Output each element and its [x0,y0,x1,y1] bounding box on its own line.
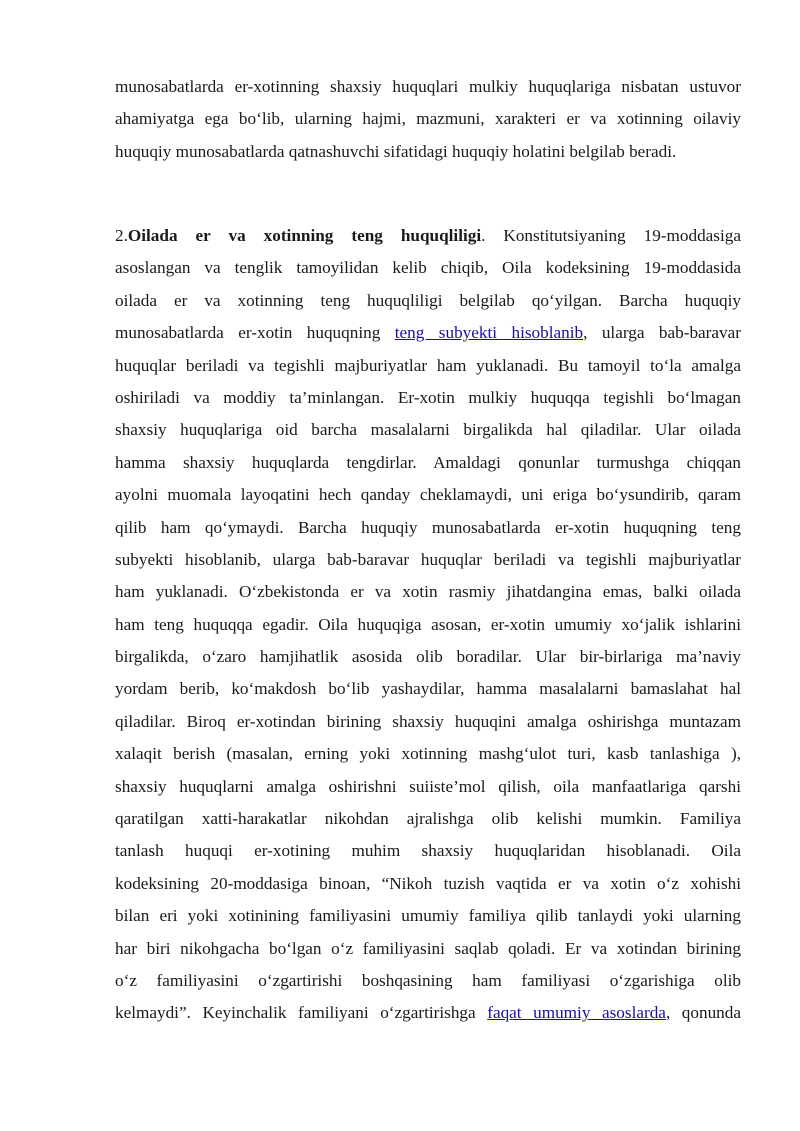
heading-tail-text: . Konstitutsiyaning 19-moddasiga [481,226,741,245]
paragraph-line: subyekti hisoblanib, ularga bab-baravar huquqlar beriladi va tegishli majburiyatlar [115,549,741,569]
line-text: munosabatlarda er-xotin huquqning [115,323,395,343]
line-text: kelmaydi”. Keyinchalik familiyani o‘zgartirishga [115,1003,488,1023]
paragraph-line: qilib ham qo‘ymaydi. Barcha huquqiy munosabatlarda er-xotin huquqning teng [115,517,741,537]
paragraph-line-with-link [115,317,741,349]
paragraph-2 [115,220,741,1030]
paragraph-line: oilada er va xotinning teng huquqliligi belgilab qo‘yilgan. Barcha huquqiy [115,290,741,310]
paragraph-line: bilan eri yoki xotinining familiyasini umumiy familiya qilib tanlaydi yoki ularning [115,906,741,926]
paragraph-1 [115,71,741,168]
paragraph-line: ham teng huquqqa egadir. Oila huquqiga asosan, er-xotin umumiy xo‘jalik ishlarini [115,614,741,634]
paragraph-line: birgalikda, o‘zaro hamjihatlik asosida olib boradilar. Ular bir-birlariga ma’naviy [115,647,741,667]
paragraph-line: qaratilgan xatti-harakatlar nikohdan ajralishga olib kelishi mumkin. Familiya [115,809,741,829]
paragraph-line: shaxsiy huquqlarni amalga oshirishni suiiste’mol qilish, oila manfaatlariga qarshi [115,776,741,796]
paragraph-line: shaxsiy huquqlariga oid barcha masalalarni birgalikda hal qiladilar. Ular oilada [115,420,741,440]
paragraph-line: kodeksining 20-moddasiga binoan, “Nikoh tuzish vaqtida er va xotin o‘z xohishi [115,873,741,893]
paragraph-line: oshiriladi va moddiy ta’minlangan. Er-xotin mulkiy huquqqa tegishli bo‘lmagan [115,387,741,407]
line-text: , ularga bab-baravar [583,323,741,343]
paragraph-line: ham yuklanadi. O‘zbekistonda er va xotin rasmiy jihatdangina emas, balki oilada [115,582,741,602]
section-number: 2. [115,226,128,245]
paragraph-line: o‘z familiyasini o‘zgartirishi boshqasining ham familiyasi o‘zgarishiga olib [115,970,741,990]
faqat-umumiy-asoslarda-link[interactable]: faqat umumiy asoslarda [487,1003,666,1023]
paragraph-line: qiladilar. Biroq er-xotindan birining shaxsiy huquqini amalga oshirishga muntazam [115,711,741,731]
section-heading: Oilada er va xotinning teng huquqliligi [127,226,482,245]
paragraph-line: tanlash huquqi er-xotining muhim shaxsiy huquqlaridan hisoblanadi. Oila [115,841,741,861]
paragraph-heading-line [115,220,741,252]
paragraph-line: huquqiy munosabatlarda qatnashuvchi sifatidagi huquqiy holatini belgilab beradi. [115,141,677,161]
line-text: , qonunda [665,1003,741,1023]
paragraph-line: har biri nikohgacha bo‘lgan o‘z familiyasini saqlab qoladi. Er va xotindan birining [115,938,741,958]
paragraph-line-with-link [115,997,741,1029]
paragraph-line: ahamiyatga ega bo‘lib, ularning hajmi, mazmuni, xarakteri er va xotinning oilaviy [115,109,741,129]
paragraph-line: huquqlar beriladi va tegishli majburiyatlar ham yuklanadi. Bu tamoyil to‘la amalga [115,355,741,375]
paragraph-line: munosabatlarda er-xotinning shaxsiy huquqlari mulkiy huquqlariga nisbatan ustuvor [115,77,741,96]
paragraph-line: xalaqit berish (masalan, erning yoki xotinning mashg‘ulot turi, kasb tanlashiga ), [115,744,741,764]
paragraph-line: ayolni muomala layoqatini hech qanday cheklamaydi, uni eriga bo‘ysundirib, qaram [115,485,741,505]
paragraph-line: hamma shaxsiy huquqlarda tengdirlar. Amaldagi qonunlar turmushga chiqqan [115,452,741,472]
paragraph-line: yordam berib, ko‘makdosh bo‘lib yashaydilar, hamma masalalarni bamaslahat hal [115,679,741,699]
teng-subyekti-link[interactable]: teng subyekti hisoblanib [394,323,584,343]
paragraph-line: asoslangan va tenglik tamoyilidan kelib chiqib, Oila kodeksining 19-moddasida [115,258,741,278]
